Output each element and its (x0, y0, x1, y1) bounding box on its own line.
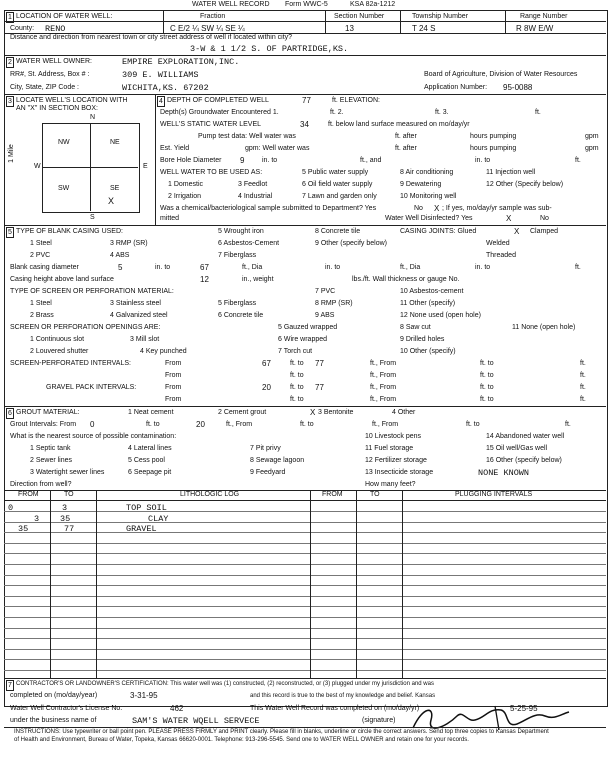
grout-3-x: X (310, 408, 316, 417)
log-rule-line (4, 522, 606, 523)
sp-to-1: ft. to (290, 360, 304, 367)
gravel-pack-label: GRAVEL PACK INTERVALS: (46, 384, 137, 391)
bore-ft-2: ft. (575, 157, 581, 164)
plug-to-header: TO (370, 491, 380, 498)
groundwater-end: ft. (535, 109, 541, 116)
fraction-label: Fraction (200, 13, 226, 20)
screen-2: 2 Brass (30, 312, 54, 319)
log-row-2-desc: CLAY (148, 514, 169, 524)
opening-2: 2 Louvered shutter (30, 348, 89, 355)
gp-from-2: ft., From (370, 384, 397, 391)
grout-to-label: ft. to (146, 421, 160, 428)
bore-value: 9 (240, 156, 245, 165)
screen-4: 4 Galvanized steel (110, 312, 168, 319)
casing-diameter-in2: in. to (475, 264, 491, 271)
owner-label: WATER WELL OWNER: (16, 58, 92, 65)
chem-sample-no: No (414, 205, 423, 212)
log-rule-line (4, 649, 606, 650)
casing-9: 9 Other (specify below) (315, 240, 387, 247)
use-8: 8 Air conditioning (400, 169, 454, 176)
grout-to-value: 20 (196, 420, 205, 429)
log-rule-line (4, 638, 606, 639)
direction-label: Direction from well? (10, 481, 72, 488)
log-row-3-from: 35 (18, 524, 29, 534)
depth-label: DEPTH OF COMPLETED WELL (167, 97, 269, 104)
distance-label: Distance and direction from nearest town or city street address of well if located within city? (10, 34, 293, 41)
log-rule-line (4, 617, 606, 618)
mile-label: 1 Mile (7, 144, 15, 163)
compass-e: E (143, 163, 148, 170)
board-label: Board of Agriculture, Division of Water Resources (424, 71, 578, 78)
casing-1: 1 Steel (30, 240, 52, 247)
casing-height-weight: in., weight (242, 276, 274, 283)
log-rule-line (4, 596, 606, 597)
sp-ft-4: ft. (580, 372, 586, 379)
grout-material-label: GROUT MATERIAL: (16, 409, 80, 416)
log-to-header: TO (64, 491, 74, 498)
completed-label: completed on (mo/day/year) (10, 692, 98, 699)
log-row-2-from: 3 (34, 514, 40, 524)
use-7: 7 Lawn and garden only (302, 193, 377, 200)
section-2-number: 2 (6, 57, 14, 68)
contam-16-value: NONE KNOWN (478, 468, 530, 478)
log-row-3-to: 77 (64, 524, 75, 534)
casing-type-label: TYPE OF BLANK CASING USED: (16, 228, 123, 235)
contam-14: 14 Abandoned water well (486, 433, 565, 440)
gp-ft-4: ft. (580, 396, 586, 403)
opening-1: 1 Continuous slot (30, 336, 85, 343)
instructions-line-2: of Health and Environment, Bureau of Water, Topeka, Kansas 66620-0001. Telephone: 913-296-5545. Send one to WATER WELL OWNER and retain one for your records. (14, 737, 469, 743)
grout-to-2: ft. to (300, 421, 314, 428)
casing-height-value: 12 (200, 275, 209, 284)
elevation-label: ft. ELEVATION: (332, 97, 380, 104)
locate-label-1: LOCATE WELL'S LOCATION WITH (16, 97, 128, 104)
plugging-intervals-header: PLUGGING INTERVALS (455, 491, 533, 498)
screen-3: 3 Stainless steel (110, 300, 161, 307)
contam-3: 3 Watertight sewer lines (30, 469, 105, 476)
address-label: RR#, St. Address, Box # : (10, 71, 90, 78)
contamination-label: What is the nearest source of possible contamination: (10, 433, 177, 440)
log-rule-line (4, 511, 606, 512)
casing-diameter-to: in. to (155, 264, 171, 271)
sp-from-3: From (165, 372, 182, 379)
well-location-mark: X (108, 196, 115, 206)
casing-welded: Welded (486, 240, 510, 247)
compass-n: N (90, 114, 96, 121)
form-number: Form WWC-5 (285, 1, 328, 8)
sp-to-2: ft. to (480, 360, 494, 367)
use-10: 10 Monitoring well (400, 193, 457, 200)
log-rule-line (4, 585, 606, 586)
section-5-number: 5 (6, 227, 14, 238)
use-3: 3 Feedlot (238, 181, 268, 188)
log-row-3-desc: GRAVEL (126, 524, 157, 534)
openings-label: SCREEN OR PERFORATION OPENINGS ARE: (10, 324, 161, 331)
gp-to-2: ft. to (480, 384, 494, 391)
log-rule-line (4, 543, 606, 544)
log-row-1-desc: TOP SOIL (126, 503, 167, 513)
business-label: under the business name of (10, 717, 97, 724)
grout-end: ft. (565, 421, 571, 428)
section-number-label: Section Number (334, 13, 385, 20)
use-5: 5 Public water supply (302, 169, 369, 176)
section-4-number: 4 (157, 96, 165, 107)
contam-16: 16 Other (specify below) (486, 457, 562, 464)
sp-from-value: 67 (262, 359, 271, 368)
casing-6: 6 Asbestos-Cement (218, 240, 280, 247)
casing-diameter-in: in. to (325, 264, 341, 271)
ksa-number: KSA 82a-1212 (350, 1, 396, 8)
pump-after: ft. after (395, 133, 417, 140)
plug-from-header: FROM (322, 491, 343, 498)
county-value: RENO (45, 24, 66, 34)
contam-5: 5 Cess pool (128, 457, 165, 464)
screen-material-label: TYPE OF SCREEN OR PERFORATION MATERIAL: (10, 288, 174, 295)
gp-from-1: From (165, 384, 182, 391)
casing-wall: lbs./ft. Wall thickness or gauge No. (352, 276, 460, 283)
screen-5: 5 Fiberglass (218, 300, 257, 307)
gp-to-value: 77 (315, 383, 324, 392)
yield-label: Est. Yield (160, 145, 190, 152)
contam-15: 15 Oil well/Gas well (486, 445, 548, 452)
log-from-header: FROM (18, 491, 39, 498)
owner-value: EMPIRE EXPLORATION,INC. (122, 57, 240, 67)
range-label: Range Number (520, 13, 568, 20)
log-rule-line (4, 659, 606, 660)
casing-5: 5 Wrought iron (218, 228, 264, 235)
grout-from-value: 0 (90, 420, 95, 429)
casing-8: 8 Concrete tile (315, 228, 361, 235)
contam-8: 8 Sewage lagoon (250, 457, 305, 464)
county-label: County: (10, 25, 35, 32)
gp-to-4: ft. to (480, 396, 494, 403)
screen-10: 10 Asbestos-cement (400, 288, 464, 295)
license-label: Water Well Contractor's License No. (10, 705, 123, 712)
casing-diameter-ft: 67 (200, 263, 209, 272)
sp-from-4: ft., From (370, 372, 397, 379)
pump-gpm: gpm (585, 133, 599, 140)
groundwater-2: ft. 2. (330, 109, 344, 116)
gp-to-1: ft. to (290, 384, 304, 391)
range-value: R 8W E/W (516, 24, 554, 33)
completed-value: 3-31-95 (130, 691, 158, 700)
compass-s: S (90, 214, 95, 221)
log-rule-line (4, 564, 606, 565)
use-4: 4 Industrial (238, 193, 273, 200)
contam-7: 7 Pit privy (250, 445, 281, 452)
instructions-line-1: INSTRUCTIONS: Use typewriter or ball point pen. PLEASE PRESS FIRMLY and PRINT clearly. Please fill in blanks, underline or circle the correct answers. Send top three copies to Kansas Department (14, 729, 549, 735)
section-3-number: 3 (6, 96, 14, 107)
section-number-value: 13 (345, 24, 354, 33)
screen-8: 8 RMP (SR) (315, 300, 353, 307)
casing-3: 3 RMP (SR) (110, 240, 148, 247)
form-title: WATER WELL RECORD (192, 1, 270, 8)
static-level-label: WELL'S STATIC WATER LEVEL (160, 121, 262, 128)
disinfected-no: No (540, 215, 549, 222)
casing-clamped: Clamped (530, 228, 559, 235)
use-2: 2 Irrigation (168, 193, 202, 200)
application-value: 95-0088 (503, 83, 533, 92)
screen-12: 12 None used (open hole) (400, 312, 481, 319)
lithologic-log-header: LITHOLOGIC LOG (180, 491, 240, 498)
contam-9: 9 Feedyard (250, 469, 286, 476)
use-12: 12 Other (Specify below) (486, 181, 564, 188)
log-rule-line (4, 628, 606, 629)
grout-intervals-label: Grout Intervals: From (10, 421, 77, 428)
opening-8: 8 Saw cut (400, 324, 431, 331)
sp-ft-2: ft. (580, 360, 586, 367)
casing-diameter-value: 5 (118, 263, 123, 272)
grout-to-3: ft. to (466, 421, 480, 428)
certification-text: CONTRACTOR'S OR LANDOWNER'S CERTIFICATION: This water well was (1) constructed, (2) reconstructed, or (3) plugged under my jurisdiction and was (16, 681, 434, 687)
quadrant-sw: SW (58, 185, 70, 192)
signature-label: (signature) (362, 717, 396, 724)
grout-3: 3 Bentonite (318, 409, 354, 416)
casing-4: 4 ABS (110, 252, 130, 259)
contam-13: 13 Insecticide storage (365, 469, 434, 476)
screen-11: 11 Other (specify) (400, 300, 456, 307)
depth-value: 77 (302, 96, 311, 105)
contam-10: 10 Livestock pens (365, 433, 422, 440)
groundwater-label: Depth(s) Groundwater Encountered 1. (160, 109, 279, 116)
log-rule-line (4, 606, 606, 607)
grout-from-2: ft., From (226, 421, 253, 428)
section-6-number: 6 (6, 408, 14, 419)
log-rule-line (4, 553, 606, 554)
log-rule-line (4, 532, 606, 533)
how-many-feet-label: How many feet? (365, 481, 416, 488)
bore-ft: ft., and (360, 157, 382, 164)
section-box (42, 123, 140, 213)
contam-2: 2 Sewer lines (30, 457, 73, 464)
log-row-1-to: 3 (62, 503, 68, 513)
casing-joints-label: CASING JOINTS: Glued (400, 228, 477, 235)
location-label: LOCATION OF WATER WELL: (16, 13, 113, 20)
use-11: 11 Injection well (486, 169, 536, 176)
yield-gpm: gpm: Well water was (245, 145, 310, 152)
bore-to: in. to (262, 157, 278, 164)
opening-6: 6 Wire wrapped (278, 336, 328, 343)
static-level-rest: ft. below land surface measured on mo/day/yr (328, 121, 470, 128)
mitted-label: mitted (160, 215, 180, 222)
casing-joints-x: X (514, 227, 520, 236)
license-value: 462 (170, 704, 184, 713)
casing-diameter-rest: ft., Dia (242, 264, 263, 271)
casing-threaded: Threaded (486, 252, 516, 259)
chem-sample-x: X (434, 204, 440, 213)
pump-test-label: Pump test data: Well water was (198, 133, 296, 140)
casing-2: 2 PVC (30, 252, 51, 259)
use-6: 6 Oil field water supply (302, 181, 373, 188)
casing-diameter-ft2: ft., Dia (400, 264, 421, 271)
sp-to-4: ft. to (480, 372, 494, 379)
yield-gpm-2: gpm (585, 145, 599, 152)
pump-hours: hours pumping (470, 133, 517, 140)
screen-7: 7 PVC (315, 288, 336, 295)
disinfected-x: X (506, 214, 512, 223)
opening-10: 10 Other (specify) (400, 348, 456, 355)
record-true-text: and this record is true to the best of my knowledge and belief. Kansas (250, 693, 436, 699)
static-level-value: 34 (300, 120, 309, 129)
opening-5: 5 Gauzed wrapped (278, 324, 338, 331)
log-rule-line (4, 670, 606, 671)
screen-6: 6 Concrete tile (218, 312, 264, 319)
log-row-2-to: 35 (60, 514, 71, 524)
quadrant-nw: NW (58, 139, 70, 146)
sp-to-3: ft. to (290, 372, 304, 379)
gp-ft-2: ft. (580, 384, 586, 391)
use-9: 9 Dewatering (400, 181, 442, 188)
log-row-1-from: 0 (8, 503, 14, 513)
grout-from-3: ft., From (372, 421, 399, 428)
gp-to-3: ft. to (290, 396, 304, 403)
city-label: City, State, ZIP Code : (10, 84, 79, 91)
grout-1: 1 Neat cement (128, 409, 174, 416)
casing-diameter-ft3: ft. (575, 264, 581, 271)
locate-label-2: AN "X" IN SECTION BOX: (16, 105, 98, 112)
gp-from-value: 20 (262, 383, 271, 392)
opening-3: 3 Mill slot (130, 336, 160, 343)
township-value: T 24 S (412, 24, 436, 33)
screen-intervals-label: SCREEN-PERFORATED INTERVALS: (10, 360, 131, 367)
contam-4: 4 Lateral lines (128, 445, 172, 452)
bore-in-2: in. to (475, 157, 491, 164)
opening-9: 9 Drilled holes (400, 336, 445, 343)
disinfected-label: Water Well Disinfected? Yes (385, 215, 473, 222)
fraction-value: C E/2 ¼ SW ¼ SE ¼ (170, 24, 245, 33)
casing-height-label: Casing height above land surface (10, 276, 114, 283)
business-value: SAM'S WATER WQELL SERVECE (132, 716, 260, 726)
screen-1: 1 Steel (30, 300, 52, 307)
compass-w: W (34, 163, 41, 170)
casing-diameter-label: Blank casing diameter (10, 264, 79, 271)
section-7-number: 7 (6, 680, 14, 691)
record-completed-value: 5-25-95 (510, 704, 538, 713)
chem-sample-rest: ; If yes, mo/day/yr sample was sub- (442, 205, 552, 212)
log-rule-line (4, 575, 606, 576)
opening-7: 7 Torch cut (278, 348, 313, 355)
section-1-number: 1 (6, 12, 14, 23)
gp-from-3: From (165, 396, 182, 403)
township-label: Township Number (412, 13, 469, 20)
grout-4: 4 Other (392, 409, 416, 416)
use-1: 1 Domestic (168, 181, 204, 188)
city-value: WICHITA,KS. 67202 (122, 83, 209, 93)
yield-hours: hours pumping (470, 145, 517, 152)
casing-7: 7 Fiberglass (218, 252, 257, 259)
sp-from-1: From (165, 360, 182, 367)
groundwater-3: ft. 3. (435, 109, 449, 116)
record-completed-label: This Water Well Record was completed on (mo/day/yr) (250, 705, 420, 712)
opening-4: 4 Key punched (140, 348, 187, 355)
contam-1: 1 Septic tank (30, 445, 71, 452)
chem-sample-label: Was a chemical/bacteriological sample submitted to Department? Yes (160, 205, 377, 212)
address-value: 309 E. WILLIAMS (122, 70, 199, 80)
gp-from-4: ft., From (370, 396, 397, 403)
contam-6: 6 Seepage pit (128, 469, 172, 476)
quadrant-ne: NE (110, 139, 120, 146)
sp-to-value: 77 (315, 359, 324, 368)
quadrant-se: SE (110, 185, 120, 192)
sp-from-2: ft., From (370, 360, 397, 367)
use-label: WELL WATER TO BE USED AS: (160, 169, 263, 176)
yield-after: ft. after (395, 145, 417, 152)
grout-2: 2 Cement grout (218, 409, 267, 416)
distance-value: 3-W & 1 1/2 S. OF PARTRIDGE,KS. (190, 44, 349, 54)
application-label: Application Number: (424, 84, 488, 91)
contam-11: 11 Fuel storage (365, 445, 414, 452)
bore-label: Bore Hole Diameter (160, 157, 222, 164)
opening-11: 11 None (open hole) (512, 324, 576, 331)
contam-12: 12 Fertilizer storage (365, 457, 427, 464)
screen-9: 9 ABS (315, 312, 335, 319)
